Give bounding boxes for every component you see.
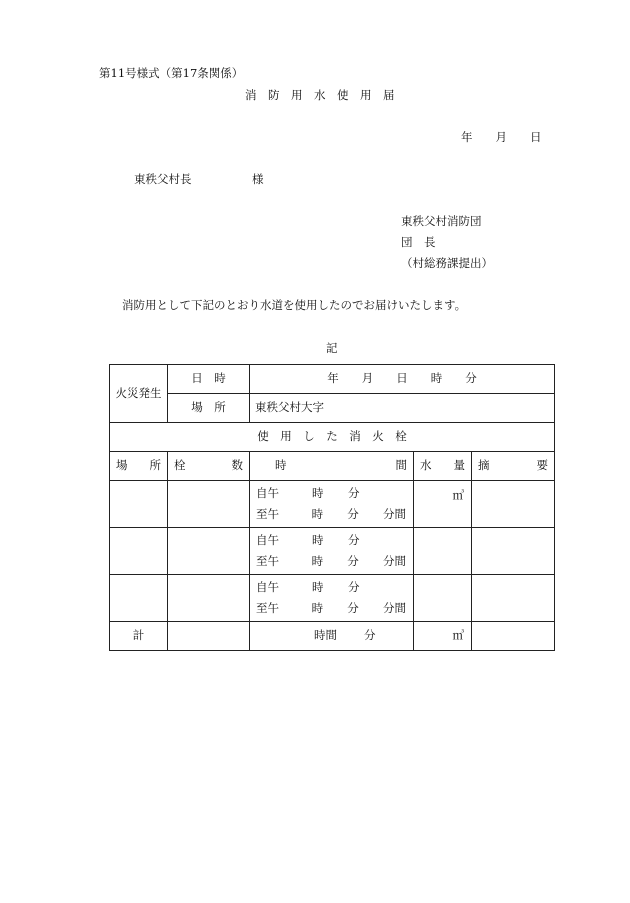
row-count-cell[interactable] xyxy=(168,575,250,622)
ki-heading: 記 xyxy=(326,341,338,355)
col-header-note: 摘 要 xyxy=(472,452,555,481)
total-count-cell[interactable] xyxy=(168,622,250,651)
used-hydrant-header: 使 用 し た 消 火 栓 xyxy=(110,423,555,452)
row-note-cell[interactable] xyxy=(472,575,555,622)
place-field[interactable]: 東秩父村大字 xyxy=(250,394,555,423)
date-line: 年 月 日 xyxy=(461,130,542,144)
row-note-cell[interactable] xyxy=(472,481,555,528)
row-count-cell[interactable] xyxy=(168,528,250,575)
datetime-label: 日 時 xyxy=(168,365,250,394)
row-time-cell[interactable]: 自午 時 分 至午 時 分 分間 xyxy=(250,481,414,528)
row-water-cell[interactable]: ㎥ xyxy=(414,481,472,528)
row-water-cell[interactable] xyxy=(414,528,472,575)
fire-occurrence-label: 火災発生 xyxy=(110,365,168,423)
sender-role: 団 長 xyxy=(401,235,436,249)
form-number: 第11号様式（第17条関係） xyxy=(99,66,244,80)
hydrant-usage-table xyxy=(109,364,555,651)
col-header-count: 栓 数 xyxy=(168,452,250,481)
page-title: 消 防 用 水 使 用 届 xyxy=(245,88,395,102)
col-header-time: 時 間 xyxy=(250,452,414,481)
datetime-field[interactable]: 年 月 日 時 分 xyxy=(250,365,555,394)
row-time-cell[interactable]: 自午 時 分 至午 時 分 分間 xyxy=(250,528,414,575)
row-water-cell[interactable] xyxy=(414,575,472,622)
row-place-cell[interactable] xyxy=(110,528,168,575)
col-header-water: 水 量 xyxy=(414,452,472,481)
sender-organization: 東秩父村消防団 xyxy=(401,214,482,228)
row-time-cell[interactable]: 自午 時 分 至午 時 分 分間 xyxy=(250,575,414,622)
addressee: 東秩父村長 xyxy=(134,172,192,186)
column-header-row xyxy=(110,452,555,481)
col-header-place: 場 所 xyxy=(110,452,168,481)
row-count-cell[interactable] xyxy=(168,481,250,528)
total-water-cell[interactable]: ㎥ xyxy=(414,622,472,651)
total-time-cell[interactable]: 時間 分 xyxy=(250,622,414,651)
total-row xyxy=(110,622,555,651)
total-label: 計 xyxy=(110,622,168,651)
statement: 消防用として下記のとおり水道を使用したのでお届けいたします。 xyxy=(122,298,467,312)
table-row xyxy=(110,528,555,575)
place-label: 場 所 xyxy=(168,394,250,423)
row-place-cell[interactable] xyxy=(110,575,168,622)
addressee-honorific: 様 xyxy=(252,172,264,186)
table-row xyxy=(110,575,555,622)
row-note-cell[interactable] xyxy=(472,528,555,575)
sender-note: （村総務課提出） xyxy=(401,256,493,270)
table-row xyxy=(110,481,555,528)
row-place-cell[interactable] xyxy=(110,481,168,528)
total-note-cell[interactable] xyxy=(472,622,555,651)
